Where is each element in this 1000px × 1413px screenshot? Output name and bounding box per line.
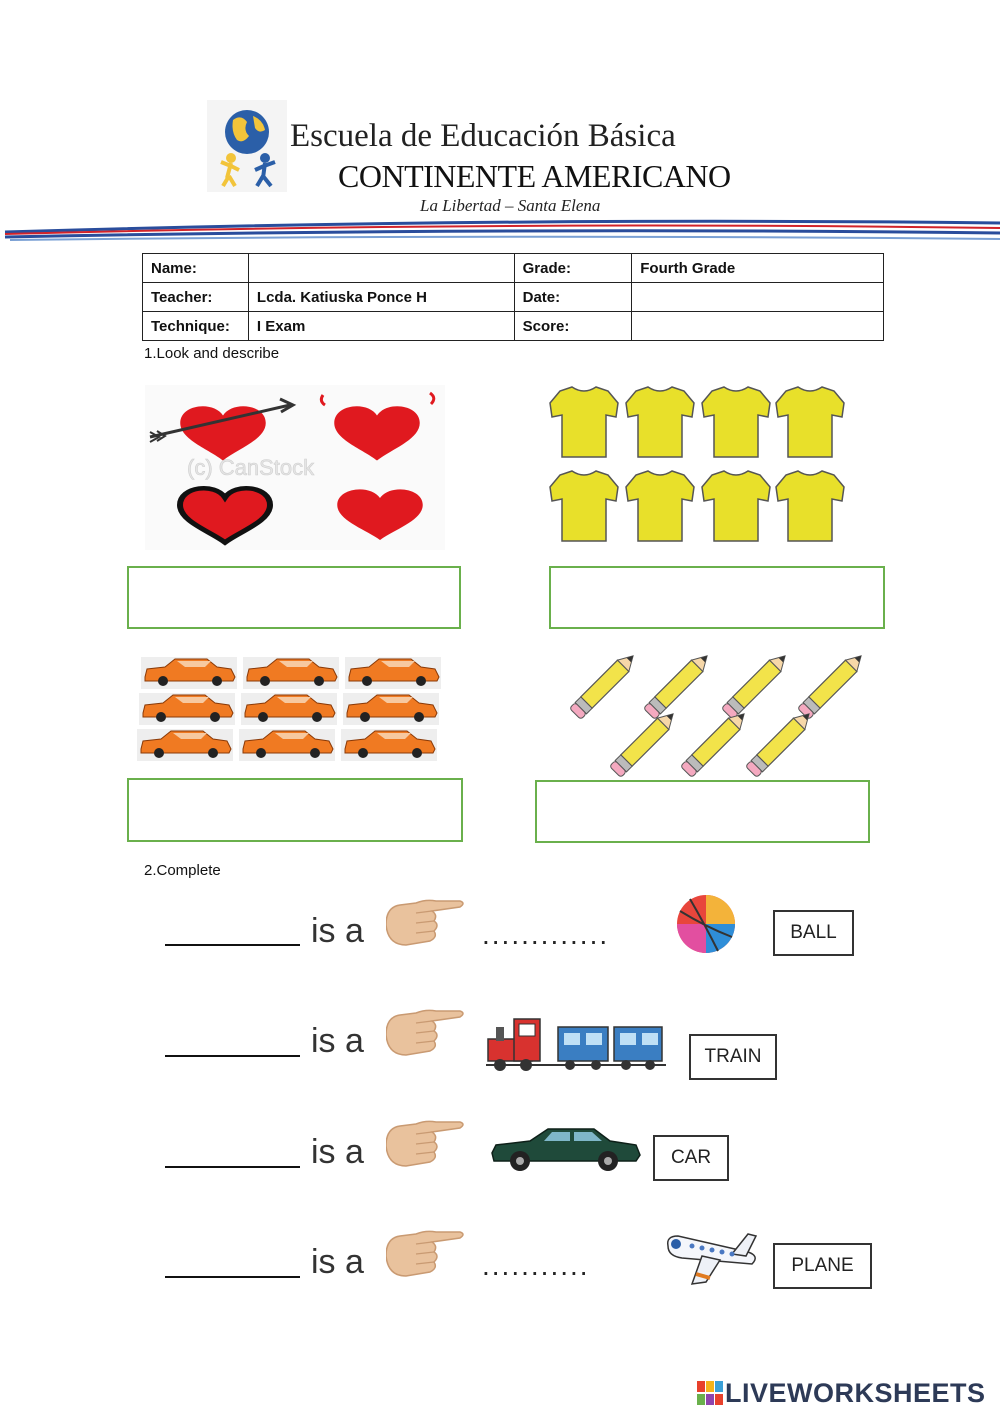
answer-box-shirts[interactable] xyxy=(549,566,885,629)
answer-line[interactable] xyxy=(165,1055,300,1057)
school-title: CONTINENTE AMERICANO xyxy=(338,158,731,194)
technique-label: Technique: xyxy=(143,312,249,341)
answer-line[interactable] xyxy=(165,944,300,946)
car-icon xyxy=(490,1123,642,1175)
cars-picture xyxy=(133,655,445,763)
is-a-text: is a xyxy=(311,1022,364,1060)
train-icon xyxy=(486,1015,666,1075)
pointing-hand-icon xyxy=(386,894,466,952)
liveworksheets-logo-icon xyxy=(697,1381,723,1405)
answer-line[interactable] xyxy=(165,1166,300,1168)
answer-box-hearts[interactable] xyxy=(127,566,461,629)
is-a-text: is a xyxy=(311,912,364,950)
school-logo xyxy=(207,100,287,192)
header-stripes xyxy=(0,215,1000,245)
pointing-hand-icon xyxy=(386,1115,466,1173)
teacher-label: Teacher: xyxy=(143,283,249,312)
word-box-ball: BALL xyxy=(773,910,854,956)
grade-value: Fourth Grade xyxy=(632,254,884,283)
liveworksheets-brand[interactable]: LIVEWORKSHEETS xyxy=(725,1378,986,1408)
teacher-value: Lcda. Katiuska Ponce H xyxy=(248,283,514,312)
technique-value: I Exam xyxy=(248,312,514,341)
date-field[interactable] xyxy=(632,283,884,312)
table-row xyxy=(143,283,884,312)
is-a-text: is a xyxy=(311,1243,364,1281)
score-label: Score: xyxy=(514,312,632,341)
pointing-hand-icon xyxy=(386,1225,466,1283)
date-label: Date: xyxy=(514,283,632,312)
pencils-picture xyxy=(570,655,862,777)
grade-label: Grade: xyxy=(514,254,632,283)
school-location: La Libertad – Santa Elena xyxy=(420,196,601,215)
table-row xyxy=(143,312,884,341)
word-box-plane: PLANE xyxy=(773,1243,872,1289)
watermark-text: (c) CanStock xyxy=(187,455,315,480)
student-info-table xyxy=(142,253,884,341)
shirts-picture xyxy=(548,383,846,548)
section2-title: 2.Complete xyxy=(144,862,221,879)
section1-title: 1.Look and describe xyxy=(144,345,280,362)
table-row xyxy=(143,254,884,283)
score-field[interactable] xyxy=(632,312,884,341)
answer-line[interactable] xyxy=(165,1276,300,1278)
name-label: Name: xyxy=(143,254,249,283)
name-field[interactable] xyxy=(248,254,514,283)
answer-box-pencils[interactable] xyxy=(535,780,870,843)
answer-box-cars[interactable] xyxy=(127,778,463,842)
is-a-text: is a xyxy=(311,1133,364,1171)
school-name: Escuela de Educación Básica xyxy=(290,118,676,154)
dotted-line: ............. xyxy=(482,919,610,950)
hearts-picture xyxy=(145,385,445,550)
plane-icon xyxy=(662,1226,762,1290)
word-box-train: TRAIN xyxy=(689,1034,777,1080)
pointing-hand-icon xyxy=(386,1004,466,1062)
word-box-car: CAR xyxy=(653,1135,729,1181)
ball-icon xyxy=(670,893,742,955)
dotted-line: ........... xyxy=(482,1250,590,1281)
